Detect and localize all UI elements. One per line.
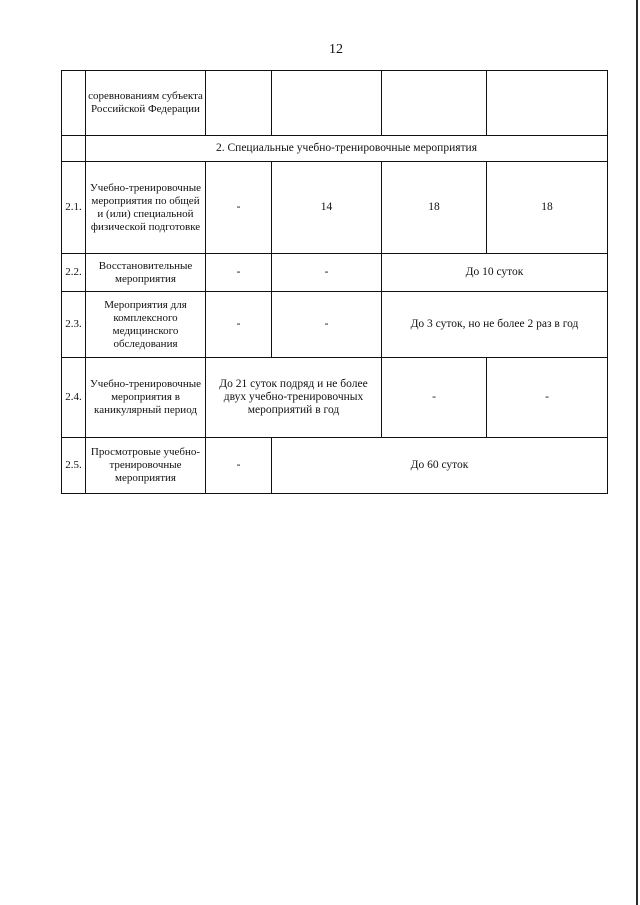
value-cell: - — [206, 292, 272, 358]
event-name-cell: соревнованиям субъекта Российской Федерации — [86, 71, 206, 136]
page-edge-shadow — [636, 0, 638, 905]
training-events-table — [61, 70, 608, 494]
section-title: 2. Специальные учебно-тренировочные мероприятия — [86, 136, 608, 162]
value-cell: - — [272, 254, 382, 292]
value-cell: - — [206, 438, 272, 494]
event-name-cell: Учебно-тренировочные мероприятия по общей и (или) специальной физической подготовке — [86, 162, 206, 254]
merged-value-cell: До 21 суток подряд и не более двух учебно-тренировочных мероприятий в год — [206, 358, 382, 438]
page-number: 12 — [329, 42, 343, 57]
row-number: 2.5. — [62, 438, 86, 494]
table-row-2-1 — [62, 162, 608, 254]
value-cell: - — [272, 292, 382, 358]
value-cell: 18 — [382, 162, 487, 254]
merged-value-cell: До 3 суток, но не более 2 раз в год — [382, 292, 608, 358]
value-cell: - — [382, 358, 487, 438]
row-number: 2.4. — [62, 358, 86, 438]
value-cell — [382, 71, 487, 136]
event-name-cell: Учебно-тренировочные мероприятия в каникулярный период — [86, 358, 206, 438]
table-row-competitions-continued — [62, 71, 608, 136]
value-cell: 18 — [487, 162, 608, 254]
section-header-row — [62, 136, 608, 162]
event-name-cell: Просмотровые учебно-тренировочные мероприятия — [86, 438, 206, 494]
value-cell — [206, 71, 272, 136]
value-cell — [487, 71, 608, 136]
merged-value-cell: До 60 суток — [272, 438, 608, 494]
value-cell: - — [487, 358, 608, 438]
value-cell: 14 — [272, 162, 382, 254]
table-row-2-5 — [62, 438, 608, 494]
value-cell: - — [206, 162, 272, 254]
row-number: 2.3. — [62, 292, 86, 358]
event-name-cell: Мероприятия для комплексного медицинского обследования — [86, 292, 206, 358]
table-row-2-3 — [62, 292, 608, 358]
value-cell: - — [206, 254, 272, 292]
value-cell — [272, 71, 382, 136]
num-cell — [62, 136, 86, 162]
row-number: 2.1. — [62, 162, 86, 254]
table-row-2-2 — [62, 254, 608, 292]
num-cell — [62, 71, 86, 136]
table-row-2-4 — [62, 358, 608, 438]
merged-value-cell: До 10 суток — [382, 254, 608, 292]
event-name-cell: Восстановительные мероприятия — [86, 254, 206, 292]
row-number: 2.2. — [62, 254, 86, 292]
